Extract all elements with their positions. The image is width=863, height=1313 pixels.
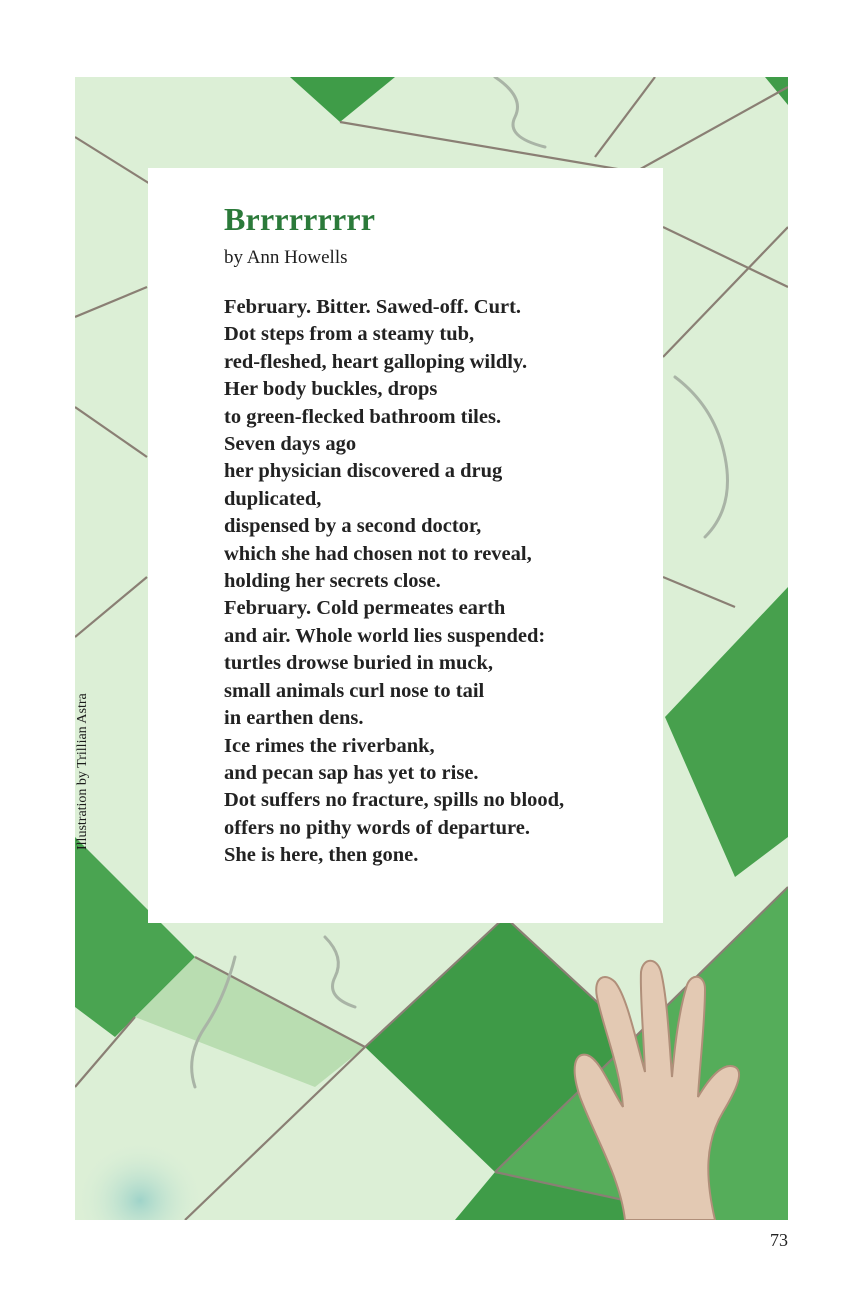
poem-line: duplicated, <box>224 487 322 510</box>
poem-line: Ice rimes the riverbank, <box>224 734 435 757</box>
poem-byline: by Ann Howells <box>224 247 348 268</box>
poem-line: Dot steps from a steamy tub, <box>224 323 475 346</box>
poem-line: in earthen dens. <box>224 707 364 730</box>
poem-line: which she had chosen not to reveal, <box>224 542 532 565</box>
poem-line: offers no pithy words of departure. <box>224 816 530 839</box>
poem-line: February. Cold permeates earth <box>224 597 506 620</box>
poem-line: holding her secrets close. <box>224 570 441 593</box>
poem-line: Seven days ago <box>224 433 357 456</box>
poem-line: She is here, then gone. <box>224 844 419 867</box>
poem-panel <box>148 168 663 923</box>
poem-title: Brrrrrrrrr <box>224 201 376 237</box>
poem-line: turtles drowse buried in muck, <box>224 652 493 675</box>
poem-line: Her body buckles, drops <box>224 378 438 401</box>
poem-line: her physician discovered a drug <box>224 460 503 483</box>
poem-body <box>224 294 663 870</box>
poem-line: to green-flecked bathroom tiles. <box>224 405 502 428</box>
poem-line: small animals curl nose to tail <box>224 679 485 702</box>
poem-line: February. Bitter. Sawed-off. Curt. <box>224 296 522 318</box>
poem-line: dispensed by a second doctor, <box>224 515 482 538</box>
poem-line: Dot suffers no fracture, spills no blood, <box>224 789 565 812</box>
poem-line: and pecan sap has yet to rise. <box>224 761 479 784</box>
poem-line: and air. Whole world lies suspended: <box>224 624 546 647</box>
illustration-credit: Illustration by Trillian Astra <box>75 693 90 850</box>
poem-line: red-fleshed, heart galloping wildly. <box>224 350 528 373</box>
page-number: 73 <box>770 1230 788 1250</box>
